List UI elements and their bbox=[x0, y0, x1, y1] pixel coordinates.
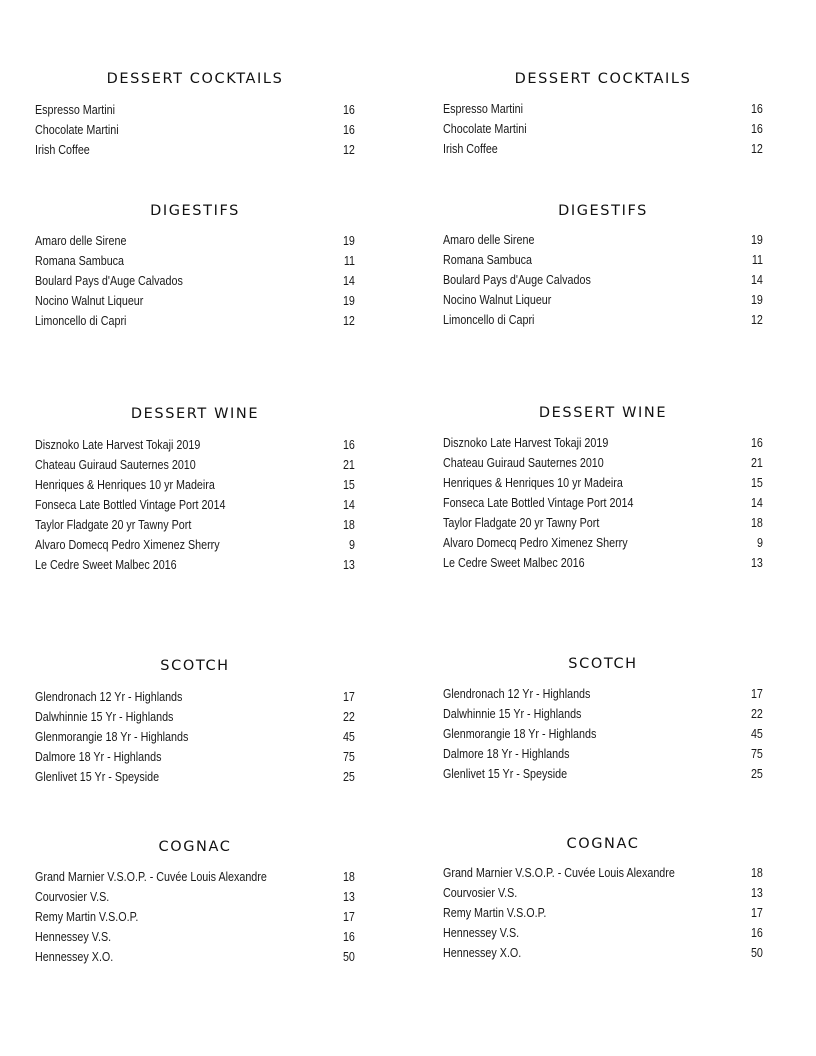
section-dessert-cocktails bbox=[443, 69, 763, 156]
section-title: DESSERT WINE bbox=[538, 405, 668, 421]
menu-item-name: Glenmorangie 18 Yr - Highlands bbox=[35, 730, 189, 744]
section-title: COGNAC bbox=[566, 836, 640, 852]
menu-item-name: Nocino Walnut Liqueur bbox=[35, 294, 144, 308]
menu-item-price: 11 bbox=[343, 254, 355, 268]
menu-item-price: 15 bbox=[343, 478, 355, 492]
menu-item-price: 22 bbox=[751, 707, 763, 721]
section-scotch bbox=[443, 654, 763, 781]
menu-item bbox=[443, 923, 763, 943]
menu-item-name: Remy Martin V.S.O.P. bbox=[443, 906, 547, 920]
menu-item-price: 9 bbox=[349, 538, 355, 552]
menu-item-name: Chocolate Martini bbox=[35, 123, 119, 137]
menu-item-name: Irish Coffee bbox=[35, 143, 90, 157]
section-title: SCOTCH bbox=[160, 658, 230, 674]
menu-item-name: Fonseca Late Bottled Vintage Port 2014 bbox=[35, 498, 226, 512]
menu-item-price: 21 bbox=[343, 458, 355, 472]
section-digestifs bbox=[35, 201, 355, 328]
menu-item bbox=[443, 903, 763, 923]
menu-item bbox=[35, 435, 355, 455]
menu-item bbox=[443, 310, 763, 330]
menu-item-name: Chateau Guiraud Sauternes 2010 bbox=[35, 458, 196, 472]
menu-item bbox=[35, 271, 355, 291]
menu-item-name: Courvosier V.S. bbox=[443, 886, 518, 900]
menu-item bbox=[443, 99, 763, 119]
section-title: SCOTCH bbox=[568, 656, 638, 672]
menu-item-price: 12 bbox=[343, 143, 355, 157]
menu-item bbox=[35, 231, 355, 251]
menu-item-price: 16 bbox=[751, 926, 763, 940]
menu-item-name: Fonseca Late Bottled Vintage Port 2014 bbox=[443, 496, 634, 510]
menu-item bbox=[35, 495, 355, 515]
menu-item-price: 15 bbox=[751, 476, 763, 490]
menu-item-list bbox=[443, 863, 763, 963]
menu-item-price: 14 bbox=[343, 274, 355, 288]
menu-item-price: 17 bbox=[751, 687, 763, 701]
menu-item bbox=[443, 724, 763, 744]
menu-item-price: 19 bbox=[343, 294, 355, 308]
menu-item bbox=[443, 943, 763, 963]
menu-item-price: 9 bbox=[757, 536, 763, 550]
menu-item-list bbox=[443, 230, 763, 330]
menu-item bbox=[443, 553, 763, 573]
menu-item-list bbox=[35, 867, 355, 967]
menu-item-name: Henriques & Henriques 10 yr Madeira bbox=[35, 478, 215, 492]
menu-item-name: Taylor Fladgate 20 yr Tawny Port bbox=[35, 518, 192, 532]
menu-item-price: 45 bbox=[751, 727, 763, 741]
menu-item-price: 45 bbox=[343, 730, 355, 744]
menu-item-name: Disznoko Late Harvest Tokaji 2019 bbox=[35, 438, 201, 452]
menu-item-name: Hennessey V.S. bbox=[35, 930, 112, 944]
section-title: DIGESTIFS bbox=[558, 203, 648, 219]
menu-item-price: 18 bbox=[751, 866, 763, 880]
section-title: DESSERT WINE bbox=[130, 406, 260, 422]
menu-item-price: 13 bbox=[343, 558, 355, 572]
menu-item bbox=[443, 433, 763, 453]
menu-item-price: 50 bbox=[343, 950, 355, 964]
menu-item-price: 18 bbox=[343, 870, 355, 884]
menu-item-price: 17 bbox=[751, 906, 763, 920]
menu-item-name: Courvosier V.S. bbox=[35, 890, 110, 904]
menu-item-list bbox=[35, 231, 355, 331]
menu-item-name: Amaro delle Sirene bbox=[443, 233, 535, 247]
menu-item-name: Grand Marnier V.S.O.P. - Cuvée Louis Alexandre bbox=[35, 870, 267, 884]
menu-item bbox=[443, 453, 763, 473]
menu-item bbox=[443, 473, 763, 493]
menu-item-list bbox=[35, 435, 355, 575]
menu-item-price: 12 bbox=[751, 313, 763, 327]
menu-item-name: Espresso Martini bbox=[35, 103, 116, 117]
menu-item bbox=[443, 270, 763, 290]
menu-item bbox=[35, 867, 355, 887]
menu-item bbox=[35, 140, 355, 160]
menu-item bbox=[35, 907, 355, 927]
menu-item bbox=[443, 230, 763, 250]
menu-item-list bbox=[443, 684, 763, 784]
menu-item-price: 13 bbox=[751, 886, 763, 900]
menu-item-name: Boulard Pays d'Auge Calvados bbox=[443, 273, 591, 287]
menu-item bbox=[35, 475, 355, 495]
menu-item bbox=[443, 513, 763, 533]
menu-item bbox=[35, 927, 355, 947]
menu-item-name: Hennessey X.O. bbox=[443, 946, 522, 960]
menu-item bbox=[35, 707, 355, 727]
menu-item bbox=[35, 555, 355, 575]
menu-item-list bbox=[35, 687, 355, 787]
menu-item-name: Glenlivet 15 Yr - Speyside bbox=[443, 767, 568, 781]
menu-item-list bbox=[443, 99, 763, 159]
menu-item-price: 16 bbox=[343, 103, 355, 117]
menu-item bbox=[443, 493, 763, 513]
section-title: DESSERT COCKTAILS bbox=[514, 71, 692, 87]
menu-item-price: 14 bbox=[751, 273, 763, 287]
menu-item-name: Glendronach 12 Yr - Highlands bbox=[443, 687, 591, 701]
menu-item-name: Amaro delle Sirene bbox=[35, 234, 127, 248]
menu-item bbox=[35, 120, 355, 140]
menu-item-price: 16 bbox=[751, 436, 763, 450]
menu-item-price: 12 bbox=[751, 142, 763, 156]
menu-item bbox=[35, 887, 355, 907]
menu-item-name: Irish Coffee bbox=[443, 142, 498, 156]
section-digestifs bbox=[443, 201, 763, 327]
menu-item bbox=[35, 311, 355, 331]
menu-item-name: Glenmorangie 18 Yr - Highlands bbox=[443, 727, 597, 741]
menu-item bbox=[35, 515, 355, 535]
menu-item bbox=[443, 533, 763, 553]
menu-item-price: 22 bbox=[343, 710, 355, 724]
menu-item-name: Hennessey X.O. bbox=[35, 950, 114, 964]
menu-item-price: 18 bbox=[343, 518, 355, 532]
section-title: DESSERT COCKTAILS bbox=[106, 71, 284, 87]
menu-item-price: 14 bbox=[751, 496, 763, 510]
menu-item-name: Dalwhinnie 15 Yr - Highlands bbox=[443, 707, 582, 721]
menu-item bbox=[35, 687, 355, 707]
menu-item-price: 21 bbox=[751, 456, 763, 470]
menu-item-name: Glendronach 12 Yr - Highlands bbox=[35, 690, 183, 704]
menu-item-price: 16 bbox=[343, 438, 355, 452]
section-title: DIGESTIFS bbox=[150, 203, 240, 219]
menu-item-price: 18 bbox=[751, 516, 763, 530]
section-cognac bbox=[443, 834, 763, 960]
menu-item bbox=[443, 290, 763, 310]
menu-item-name: Limoncello di Capri bbox=[443, 313, 535, 327]
menu-item bbox=[443, 704, 763, 724]
section-scotch bbox=[35, 656, 355, 784]
menu-item-price: 16 bbox=[751, 122, 763, 136]
menu-item bbox=[35, 455, 355, 475]
menu-item bbox=[35, 535, 355, 555]
menu-item-name: Nocino Walnut Liqueur bbox=[443, 293, 552, 307]
menu-item-price: 13 bbox=[751, 556, 763, 570]
menu-item bbox=[35, 767, 355, 787]
menu-item-name: Grand Marnier V.S.O.P. - Cuvée Louis Alexandre bbox=[443, 866, 675, 880]
menu-item bbox=[443, 764, 763, 784]
menu-item-name: Taylor Fladgate 20 yr Tawny Port bbox=[443, 516, 600, 530]
menu-item-price: 11 bbox=[751, 253, 763, 267]
menu-item-price: 75 bbox=[343, 750, 355, 764]
menu-item-price: 12 bbox=[343, 314, 355, 328]
menu-item bbox=[443, 684, 763, 704]
section-title: COGNAC bbox=[158, 839, 232, 855]
menu-item-name: Romana Sambuca bbox=[35, 254, 125, 268]
menu-item-name: Dalmore 18 Yr - Highlands bbox=[35, 750, 162, 764]
section-dessert-wine bbox=[35, 404, 355, 572]
menu-item bbox=[443, 863, 763, 883]
menu-item-price: 25 bbox=[343, 770, 355, 784]
menu-item bbox=[35, 727, 355, 747]
menu-item-price: 17 bbox=[343, 910, 355, 924]
menu-item-name: Le Cedre Sweet Malbec 2016 bbox=[35, 558, 177, 572]
menu-item-price: 16 bbox=[343, 123, 355, 137]
section-cognac bbox=[35, 837, 355, 964]
menu-item-name: Remy Martin V.S.O.P. bbox=[35, 910, 139, 924]
menu-item-name: Chocolate Martini bbox=[443, 122, 527, 136]
menu-item-price: 17 bbox=[343, 690, 355, 704]
menu-item-name: Romana Sambuca bbox=[443, 253, 533, 267]
menu-item bbox=[35, 100, 355, 120]
menu-item-price: 19 bbox=[751, 233, 763, 247]
menu-item-name: Disznoko Late Harvest Tokaji 2019 bbox=[443, 436, 609, 450]
menu-item-name: Dalmore 18 Yr - Highlands bbox=[443, 747, 570, 761]
menu-item-name: Espresso Martini bbox=[443, 102, 524, 116]
section-dessert-cocktails bbox=[35, 69, 355, 157]
menu-item bbox=[443, 250, 763, 270]
menu-item-price: 16 bbox=[343, 930, 355, 944]
menu-item-list bbox=[35, 100, 355, 160]
menu-item-price: 75 bbox=[751, 747, 763, 761]
menu-item-name: Alvaro Domecq Pedro Ximenez Sherry bbox=[35, 538, 220, 552]
menu-item-name: Le Cedre Sweet Malbec 2016 bbox=[443, 556, 585, 570]
menu-item-name: Hennessey V.S. bbox=[443, 926, 520, 940]
menu-item-name: Chateau Guiraud Sauternes 2010 bbox=[443, 456, 604, 470]
menu-item bbox=[35, 747, 355, 767]
menu-item bbox=[35, 291, 355, 311]
menu-item bbox=[35, 947, 355, 967]
menu-item-name: Glenlivet 15 Yr - Speyside bbox=[35, 770, 160, 784]
menu-item-list bbox=[443, 433, 763, 573]
menu-item bbox=[443, 883, 763, 903]
menu-item bbox=[35, 251, 355, 271]
menu-item-price: 25 bbox=[751, 767, 763, 781]
section-dessert-wine bbox=[443, 403, 763, 570]
menu-item-price: 13 bbox=[343, 890, 355, 904]
menu-item-name: Limoncello di Capri bbox=[35, 314, 127, 328]
menu-item-price: 50 bbox=[751, 946, 763, 960]
menu-item-price: 19 bbox=[343, 234, 355, 248]
menu-item-name: Alvaro Domecq Pedro Ximenez Sherry bbox=[443, 536, 628, 550]
menu-item bbox=[443, 744, 763, 764]
menu-item-name: Henriques & Henriques 10 yr Madeira bbox=[443, 476, 623, 490]
menu-item-name: Dalwhinnie 15 Yr - Highlands bbox=[35, 710, 174, 724]
menu-item-name: Boulard Pays d'Auge Calvados bbox=[35, 274, 183, 288]
menu-item bbox=[443, 139, 763, 159]
menu-item-price: 16 bbox=[751, 102, 763, 116]
menu-item-price: 14 bbox=[343, 498, 355, 512]
menu-item bbox=[443, 119, 763, 139]
menu-item-price: 19 bbox=[751, 293, 763, 307]
